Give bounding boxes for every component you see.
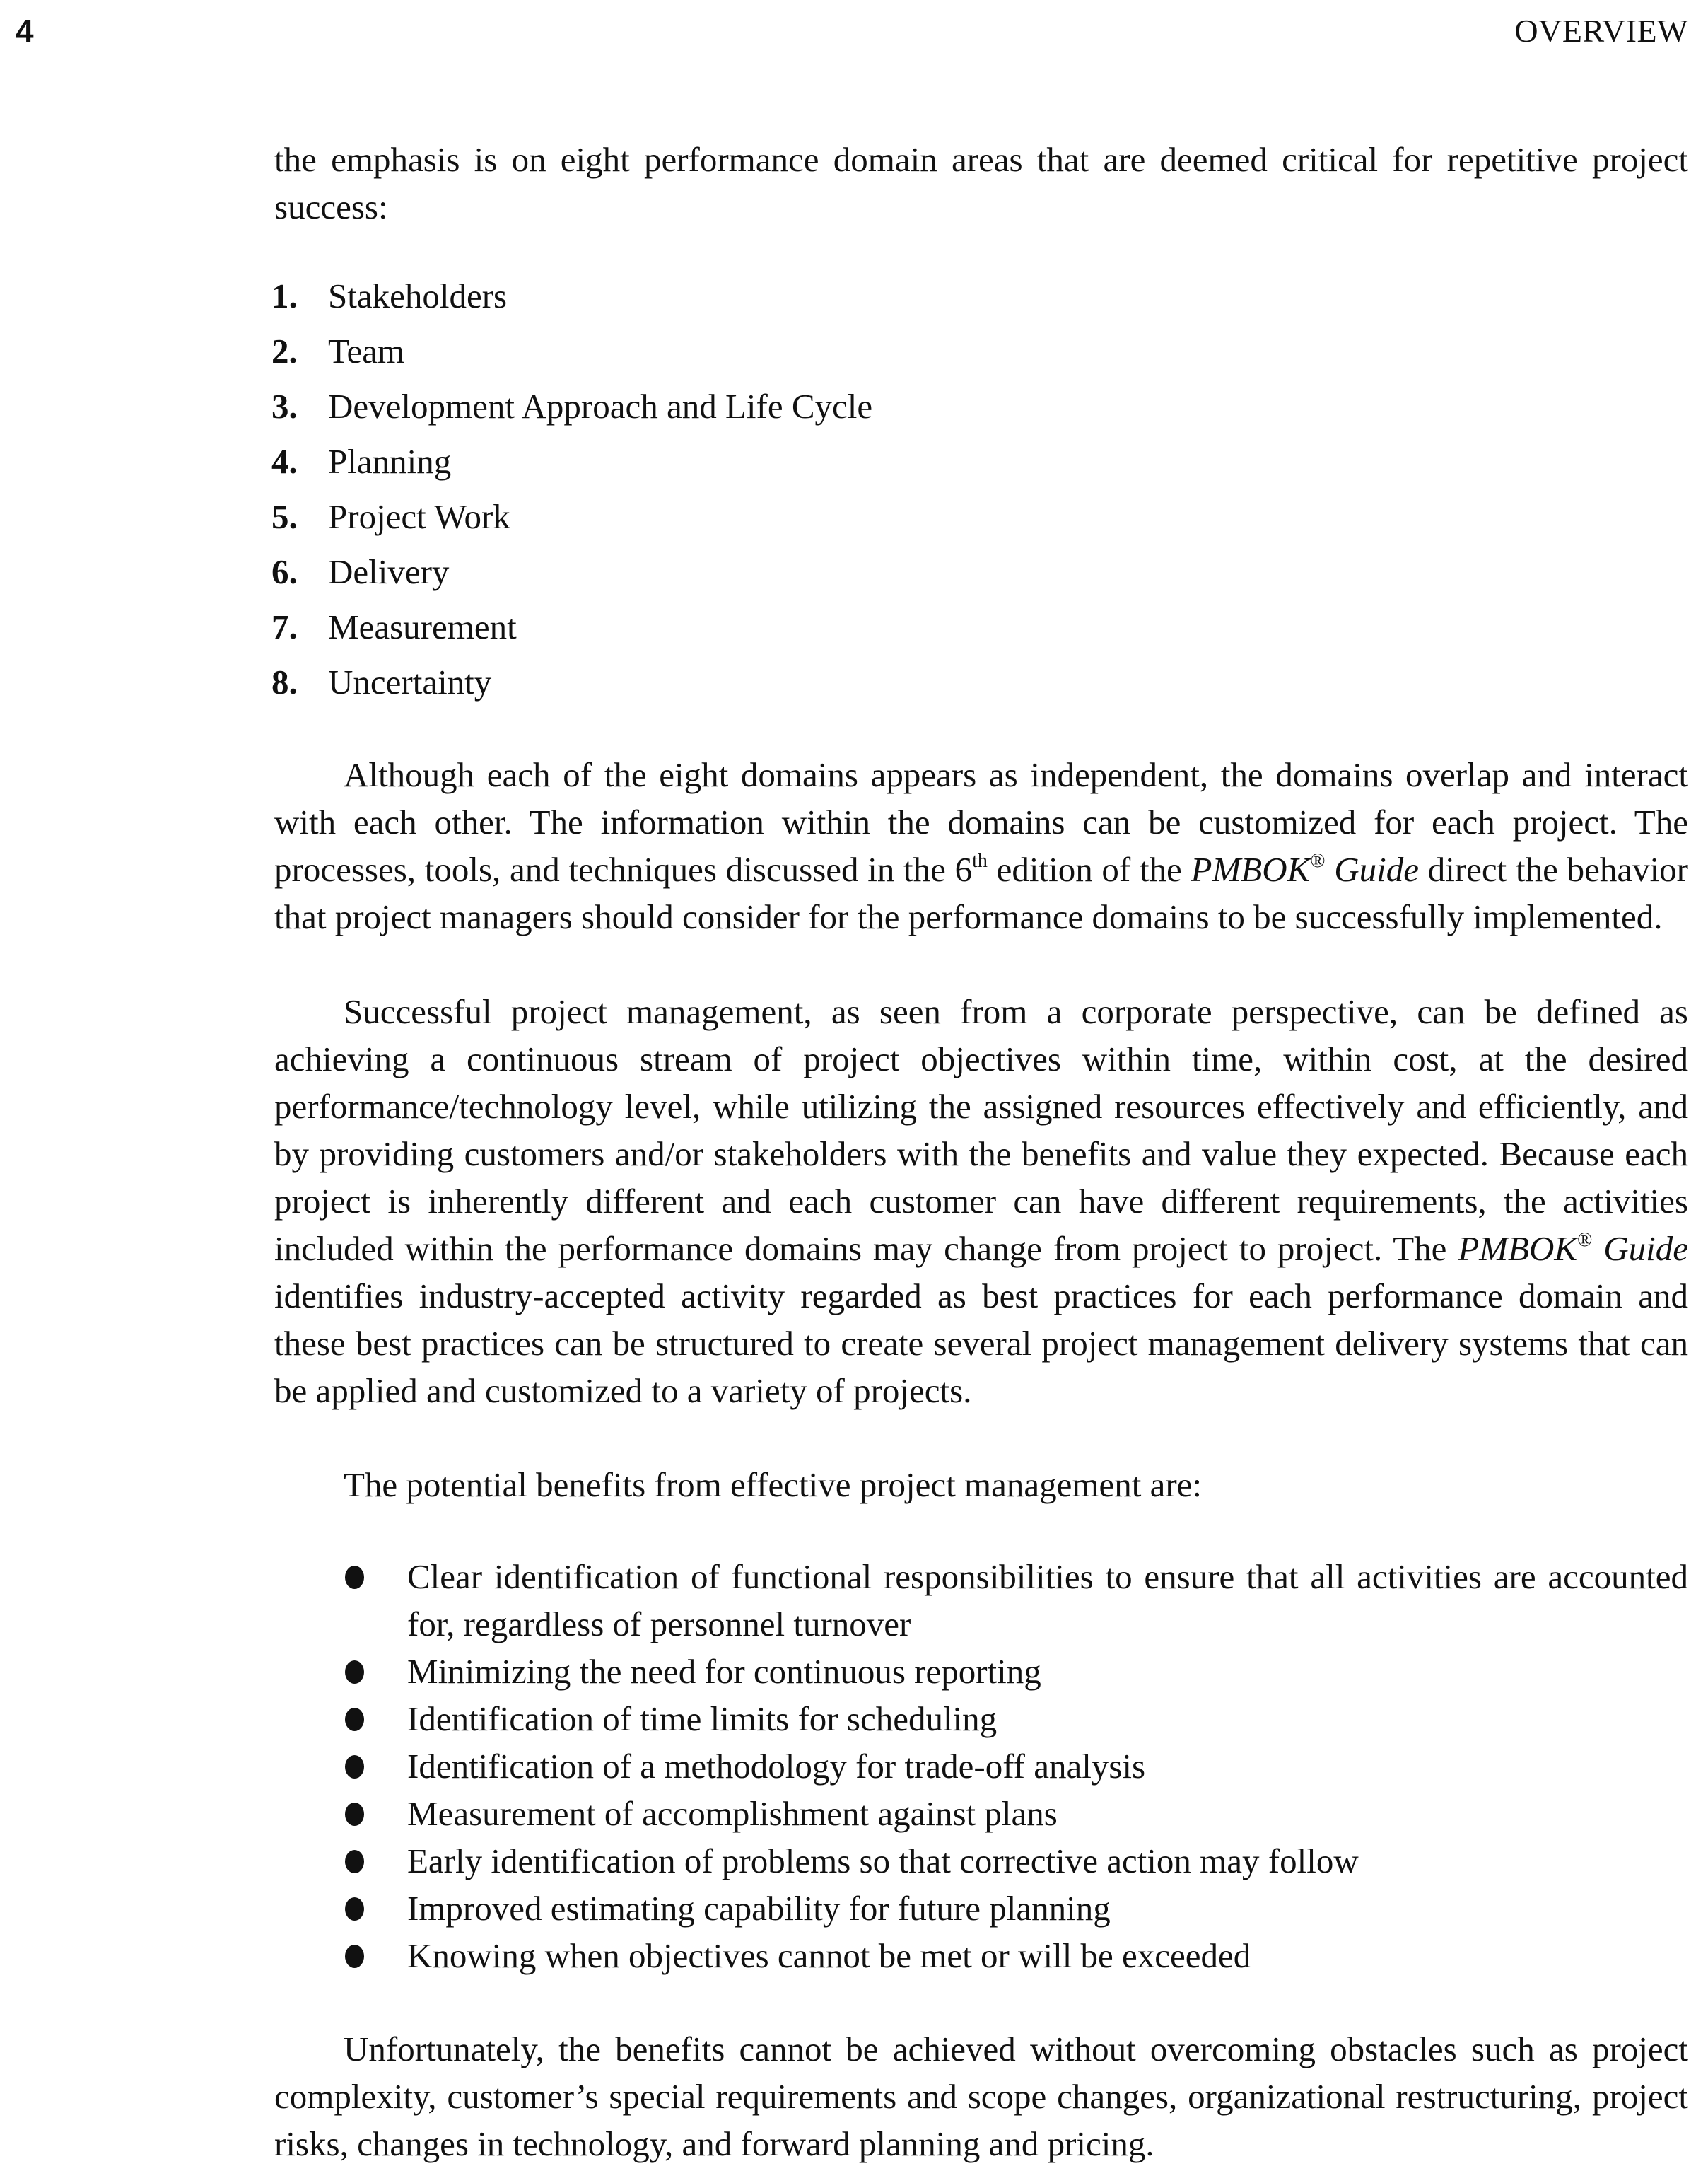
superscript-th: th (972, 850, 988, 872)
bullet-icon (345, 1837, 407, 1885)
list-number: 4. (271, 442, 298, 481)
list-item (271, 438, 872, 493)
bullet-icon (345, 1790, 407, 1837)
list-item (345, 1932, 1688, 1979)
list-label: Development Approach and Life Cycle (328, 387, 873, 426)
pmbok-title: PMBOK (1458, 1229, 1578, 1268)
pmbok-title: PMBOK (1191, 850, 1311, 889)
guide-title: Guide (1603, 1229, 1688, 1268)
registered-mark: ® (1577, 1229, 1593, 1251)
benefits-intro: The potential benefits from effective project management are: (344, 1465, 1203, 1504)
list-text: Knowing when objectives cannot be met or will be exceeded (407, 1936, 1251, 1975)
guide-title: Guide (1334, 850, 1420, 889)
list-number: 6. (271, 552, 298, 591)
list-number: 8. (271, 663, 298, 702)
text-run: Successful project management, as seen from a corporate perspective, can be defined as achieving a continuous stream of project objectives within time, within cost, at the desired performance/technology level, while utilizing the assigned resources effectively and efficiently, and by providing customers and/or stakeholders with the benefits and value they expected. Because each project is inherently different and each customer can have different requirements, the activities included within the performance domains may change from project to project. The (274, 992, 1688, 1268)
text-run: direct the behavior that project managers should consider for the performance domains to be successfully implemented. (274, 850, 1688, 936)
list-item (345, 1742, 1688, 1790)
list-text: Identification of a methodology for trade-off analysis (407, 1747, 1146, 1786)
bullet-icon (345, 1885, 407, 1932)
text-run: identifies industry-accepted activity regarded as best practices for each performance domain and these best practices can be structured to create several project management delivery systems that can be applied and customized to a variety of projects. (274, 1276, 1688, 1410)
list-number: 5. (271, 497, 298, 536)
list-item (271, 272, 872, 327)
bullet-icon (345, 1932, 407, 1979)
list-item (345, 1648, 1688, 1695)
performance-domains-list (271, 272, 872, 714)
list-label: Delivery (328, 552, 450, 591)
list-number: 3. (271, 387, 298, 426)
list-item (345, 1553, 1688, 1648)
page-number: 4 (16, 13, 34, 50)
running-head: OVERVIEW (1514, 13, 1688, 49)
list-item (271, 548, 872, 603)
benefits-list (345, 1553, 1688, 1979)
list-number: 1. (271, 276, 298, 315)
list-text: Minimizing the need for continuous reporting (407, 1652, 1041, 1691)
list-text: Identification of time limits for scheduling (407, 1699, 998, 1738)
list-item (345, 1885, 1688, 1932)
list-label: Measurement (328, 607, 517, 646)
bullet-icon (345, 1695, 407, 1742)
list-item (345, 1790, 1688, 1837)
bullet-icon (345, 1648, 407, 1695)
list-number: 7. (271, 607, 298, 646)
list-text: Clear identification of functional responsibilities to ensure that all activities are accounted for, regardless of personnel turnover (407, 1557, 1688, 1643)
bullet-icon (345, 1553, 407, 1648)
domains-overlap-paragraph (274, 751, 1688, 941)
list-text: Improved estimating capability for future planning (407, 1889, 1111, 1928)
list-label: Team (328, 332, 405, 371)
list-label: Stakeholders (328, 276, 508, 315)
list-item (345, 1695, 1688, 1742)
list-text: Measurement of accomplishment against plans (407, 1794, 1058, 1833)
obstacles-paragraph: Unfortunately, the benefits cannot be achieved without overcoming obstacles such as project complexity, customer’s special requirements and scope changes, organizational restructuring, project risks, changes in technology, and forward planning and pricing. (274, 2030, 1688, 2163)
list-item (271, 327, 872, 383)
list-label: Planning (328, 442, 452, 481)
list-text: Early identification of problems so that corrective action may follow (407, 1841, 1359, 1880)
text-run: Although each of the eight domains appears as independent, the domains overlap and interact with each other. The information within the domains can be customized for each project. The processes, tools, and techniques discussed in the 6 (274, 755, 1688, 889)
text-run: edition of the (987, 850, 1191, 889)
list-item (271, 603, 872, 658)
successful-pm-paragraph (274, 988, 1688, 1414)
list-item (271, 383, 872, 438)
list-label: Uncertainty (328, 663, 492, 702)
registered-mark: ® (1310, 850, 1326, 872)
intro-paragraph: the emphasis is on eight performance domain areas that are deemed critical for repetitive project success: (274, 140, 1688, 226)
list-item (345, 1837, 1688, 1885)
list-item (271, 658, 872, 714)
list-label: Project Work (328, 497, 510, 536)
list-item (271, 493, 872, 548)
bullet-icon (345, 1742, 407, 1790)
list-number: 2. (271, 332, 298, 371)
